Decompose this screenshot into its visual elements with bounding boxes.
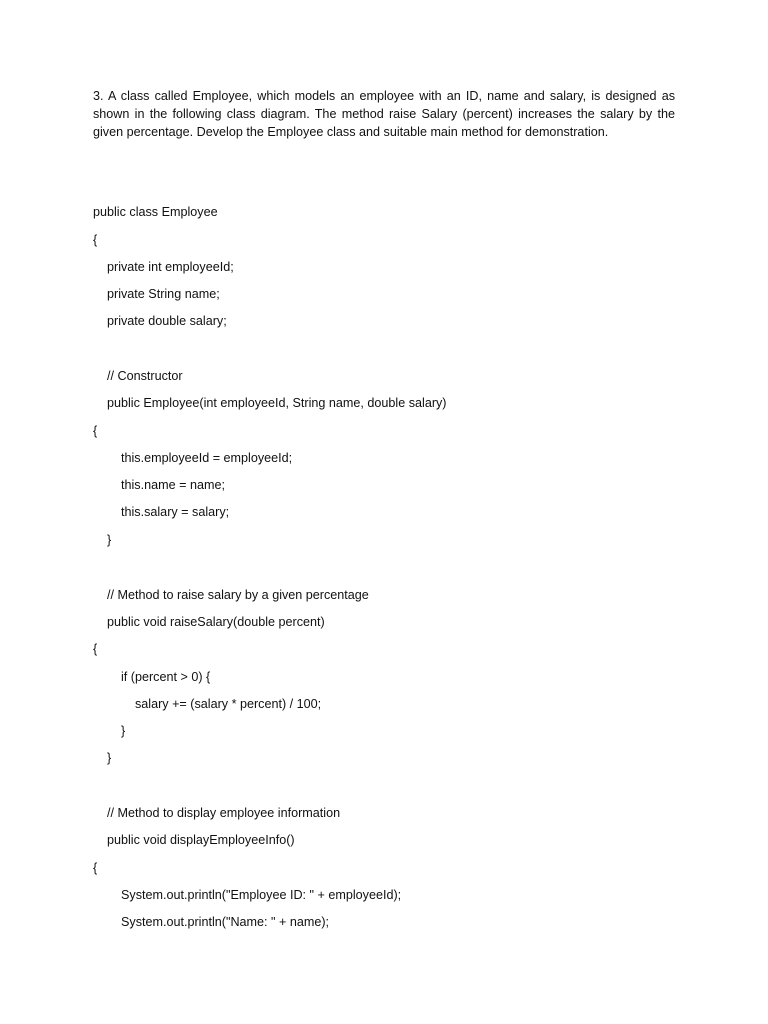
code-line: private String name;	[93, 287, 220, 301]
question-text: 3. A class called Employee, which models an employee with an ID, name and salary, is designed as shown in the following class diagram. The method raise Salary (percent) increases the salary by the given percentage. Develop the Employee class and suitable main method for demonstration.	[93, 89, 675, 139]
code-line: public void displayEmployeeInfo()	[93, 833, 295, 847]
code-line: System.out.println("Employee ID: " + employeeId);	[93, 888, 402, 902]
code-line: // Method to raise salary by a given percentage	[93, 588, 369, 602]
code-line: }	[93, 751, 112, 765]
code-line: {	[93, 642, 98, 656]
code-line: this.employeeId = employeeId;	[93, 451, 293, 465]
code-line: public class Employee	[93, 205, 218, 219]
code-line: public void raiseSalary(double percent)	[93, 615, 325, 629]
code-line: System.out.println("Name: " + name);	[93, 915, 330, 929]
code-line: // Method to display employee information	[93, 806, 341, 820]
code-line: // Constructor	[93, 369, 183, 383]
code-line: this.name = name;	[93, 478, 225, 492]
code-line: {	[93, 861, 98, 875]
code-line: {	[93, 233, 98, 247]
code-line: private double salary;	[93, 314, 227, 328]
code-line: public Employee(int employeeId, String name, double salary)	[93, 396, 447, 410]
code-line: }	[93, 724, 126, 738]
code-line: {	[93, 424, 98, 438]
code-line: }	[93, 533, 112, 547]
code-line: this.salary = salary;	[93, 505, 230, 519]
code-line: salary += (salary * percent) / 100;	[93, 697, 322, 711]
code-line: private int employeeId;	[93, 260, 234, 274]
code-line: if (percent > 0) {	[93, 670, 211, 684]
